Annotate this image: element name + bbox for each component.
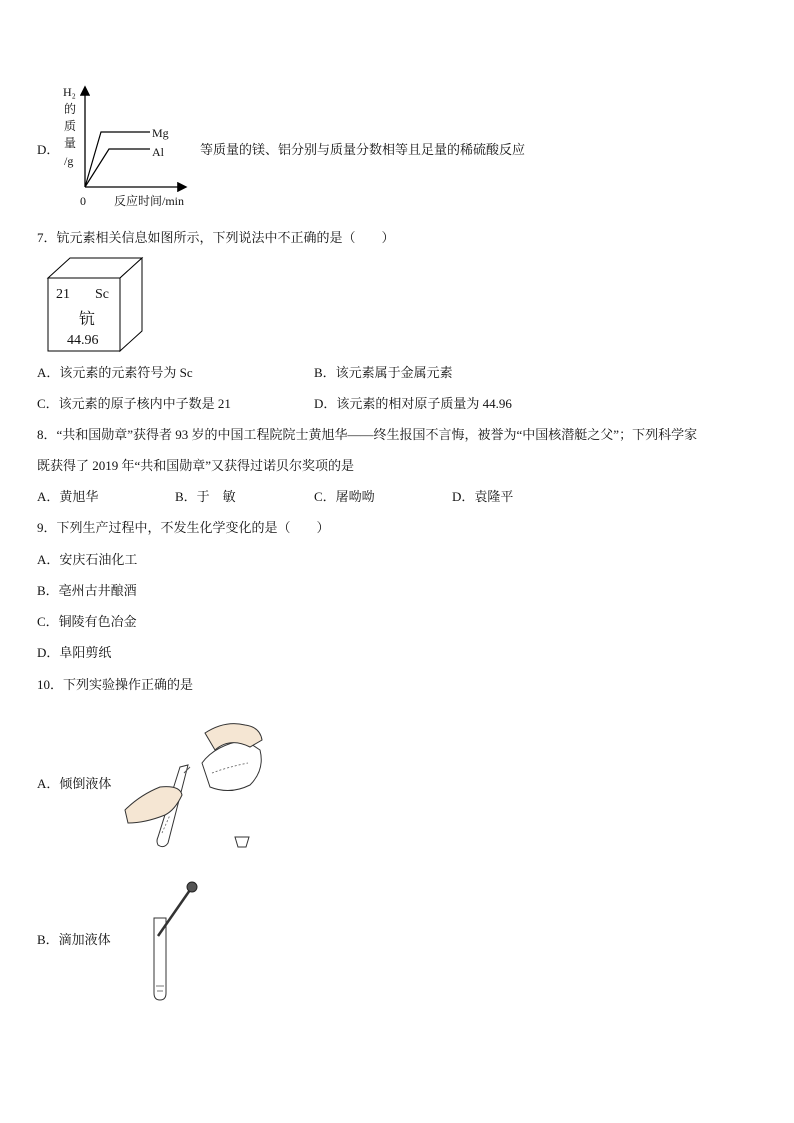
q9-option-d: D．阜阳剪纸 [37,645,112,660]
q7-option-b: B．该元素属于金属元素 [314,365,453,380]
y-axis-label-unit: /g [64,154,74,168]
element-symbol: Sc [95,287,109,302]
y-axis-label-de: 的 [64,102,77,116]
y-axis-label-zhi: 质 [64,119,77,133]
q10-option-b: B．滴加液体 [37,932,111,947]
question-7-stem: 7．钪元素相关信息如图所示，下列说法中不正确的是（ ） [37,230,395,245]
y-axis-label-h2: H₂ [63,85,76,99]
q8-option-c: C．屠呦呦 [314,489,375,504]
pouring-liquid-illustration [120,715,280,855]
q7-option-d: D．该元素的相对原子质量为 44.96 [314,396,512,411]
q8-option-a: A．黄旭华 [37,489,99,504]
element-atomic-number: 21 [56,287,70,302]
question-10-stem: 10．下列实验操作正确的是 [37,677,194,692]
mg-curve [85,132,150,187]
q9-option-c: C．铜陵有色冶金 [37,614,137,629]
option-label-d: D． [37,142,60,157]
question-8-line-1: 8．“共和国勋章”获得者 93 岁的中国工程院院士黄旭华——终生报国不言悔，被誉为“中国核潜艇之父”；下列科学家 [37,427,698,442]
element-atomic-mass: 44.96 [67,333,99,348]
question-9-stem: 9．下列生产过程中，不发生化学变化的是（ ） [37,520,330,535]
q9-option-b: B．亳州古井酿酒 [37,583,137,598]
dropper-liquid-illustration [145,878,205,1008]
q8-option-d: D．袁隆平 [452,489,514,504]
series-label-al: Al [152,145,164,159]
option-d-description: 等质量的镁、铝分别与质量分数相等且足量的稀硫酸反应 [200,142,526,157]
q7-option-a: A．该元素的元素符号为 Sc [37,365,193,380]
question-8-line-2: 既获得了 2019 年“共和国勋章”又获得过诺贝尔奖项的是 [37,458,355,473]
q10-option-a: A．倾倒液体 [37,776,112,791]
q8-option-b: B．于 敏 [175,489,236,504]
chart-origin: 0 [80,194,86,208]
q9-option-a: A．安庆石油化工 [37,552,138,567]
series-label-mg: Mg [152,126,169,140]
q7-option-c: C．该元素的原子核内中子数是 21 [37,396,231,411]
y-axis-label-liang: 量 [64,136,77,150]
x-axis-label: 反应时间/min [114,194,185,208]
element-name: 钪 [79,311,96,328]
